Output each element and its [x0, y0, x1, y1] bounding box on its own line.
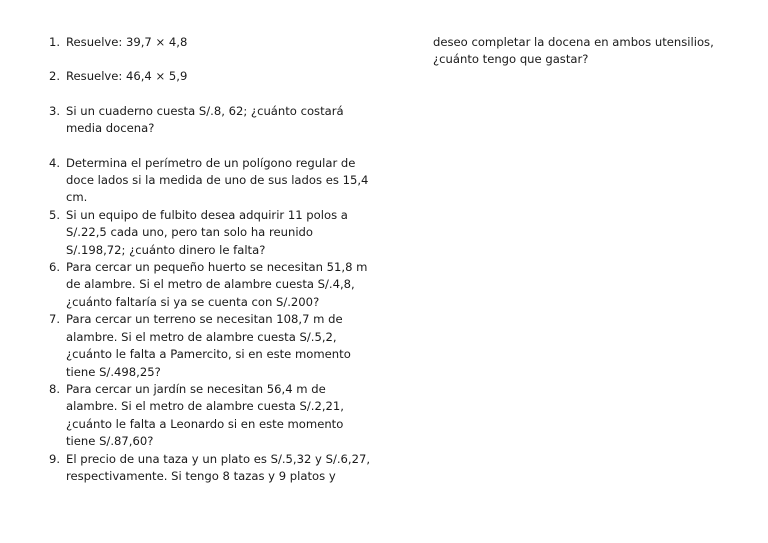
problem-text-line: Resuelve: 39,7 × 4,8 — [66, 35, 188, 49]
problem-number: 3. — [49, 103, 61, 118]
problem-text-line: Si un cuaderno cuesta S/.8, 62; ¿cuánto costará — [66, 103, 344, 118]
problem-text-line: cm. — [66, 190, 88, 205]
problem-text-line: de alambre. Si el metro de alambre cuesta S/.4,8, — [66, 277, 355, 292]
problem-text-line: Determina el perímetro de un polígono regular de — [66, 155, 356, 170]
problem-number: 2. — [49, 69, 61, 84]
problem-text-line: ¿cuánto le falta a Leonardo si en este momento — [66, 416, 344, 431]
problem-text-line: tiene S/.498,25? — [66, 364, 161, 379]
problem-item-1 — [49, 34, 379, 51]
problem-list-left-column — [49, 34, 379, 485]
problem-item-9 — [49, 451, 379, 486]
problem-text-line: Resuelve: 46,4 × 5,9 — [66, 69, 188, 84]
problem-text-line: alambre. Si el metro de alambre cuesta S/.5,2, — [66, 329, 337, 344]
problem-text-line: media docena? — [66, 121, 155, 136]
problem-number: 7. — [49, 312, 61, 327]
problem-number: 9. — [49, 451, 61, 466]
problem-text-line: Para cercar un pequeño huerto se necesitan 51,8 m — [66, 260, 368, 275]
problem-number: 1. — [49, 35, 61, 49]
problem-item-7 — [49, 311, 379, 381]
problem-text-line: Para cercar un terreno se necesitan 108,7 m de — [66, 312, 343, 327]
problem-number: 8. — [49, 381, 61, 396]
problem-text-line: ¿cuánto le falta a Pamercito, si en este momento — [66, 347, 351, 362]
problem-continuation-right-column — [433, 34, 733, 69]
problem-item-5 — [49, 207, 379, 259]
problem-text-line: alambre. Si el metro de alambre cuesta S/.2,21, — [66, 399, 344, 414]
problem-text-line: Si un equipo de fulbito desea adquirir 11 polos a — [66, 207, 348, 222]
problem-item-8 — [49, 381, 379, 451]
problem-number: 6. — [49, 260, 61, 275]
problem-number: 4. — [49, 155, 61, 170]
continuation-text-line: deseo completar la docena en ambos utensilios, — [433, 35, 714, 49]
problem-text-line: S/.22,5 cada uno, pero tan solo ha reunido — [66, 225, 313, 240]
problem-text-line: respectivamente. Si tengo 8 tazas y 9 platos y — [66, 468, 336, 483]
problem-text-line: ¿cuánto faltaría si ya se cuenta con S/.200? — [66, 294, 320, 309]
problem-item-6 — [49, 259, 379, 311]
problem-text-line: Para cercar un jardín se necesitan 56,4 m de — [66, 381, 326, 396]
problem-text-line: tiene S/.87,60? — [66, 434, 154, 449]
problem-text-line: doce lados si la medida de uno de sus lados es 15,4 — [66, 173, 369, 188]
problem-text-line: El precio de una taza y un plato es S/.5,32 y S/.6,27, — [66, 451, 371, 466]
problem-item-4 — [49, 155, 379, 207]
problem-number: 5. — [49, 207, 61, 222]
problem-item-3 — [49, 103, 379, 138]
problem-item-2 — [49, 68, 379, 85]
continuation-text-line: ¿cuánto tengo que gastar? — [433, 52, 589, 67]
problem-text-line: S/.198,72; ¿cuánto dinero le falta? — [66, 242, 266, 257]
